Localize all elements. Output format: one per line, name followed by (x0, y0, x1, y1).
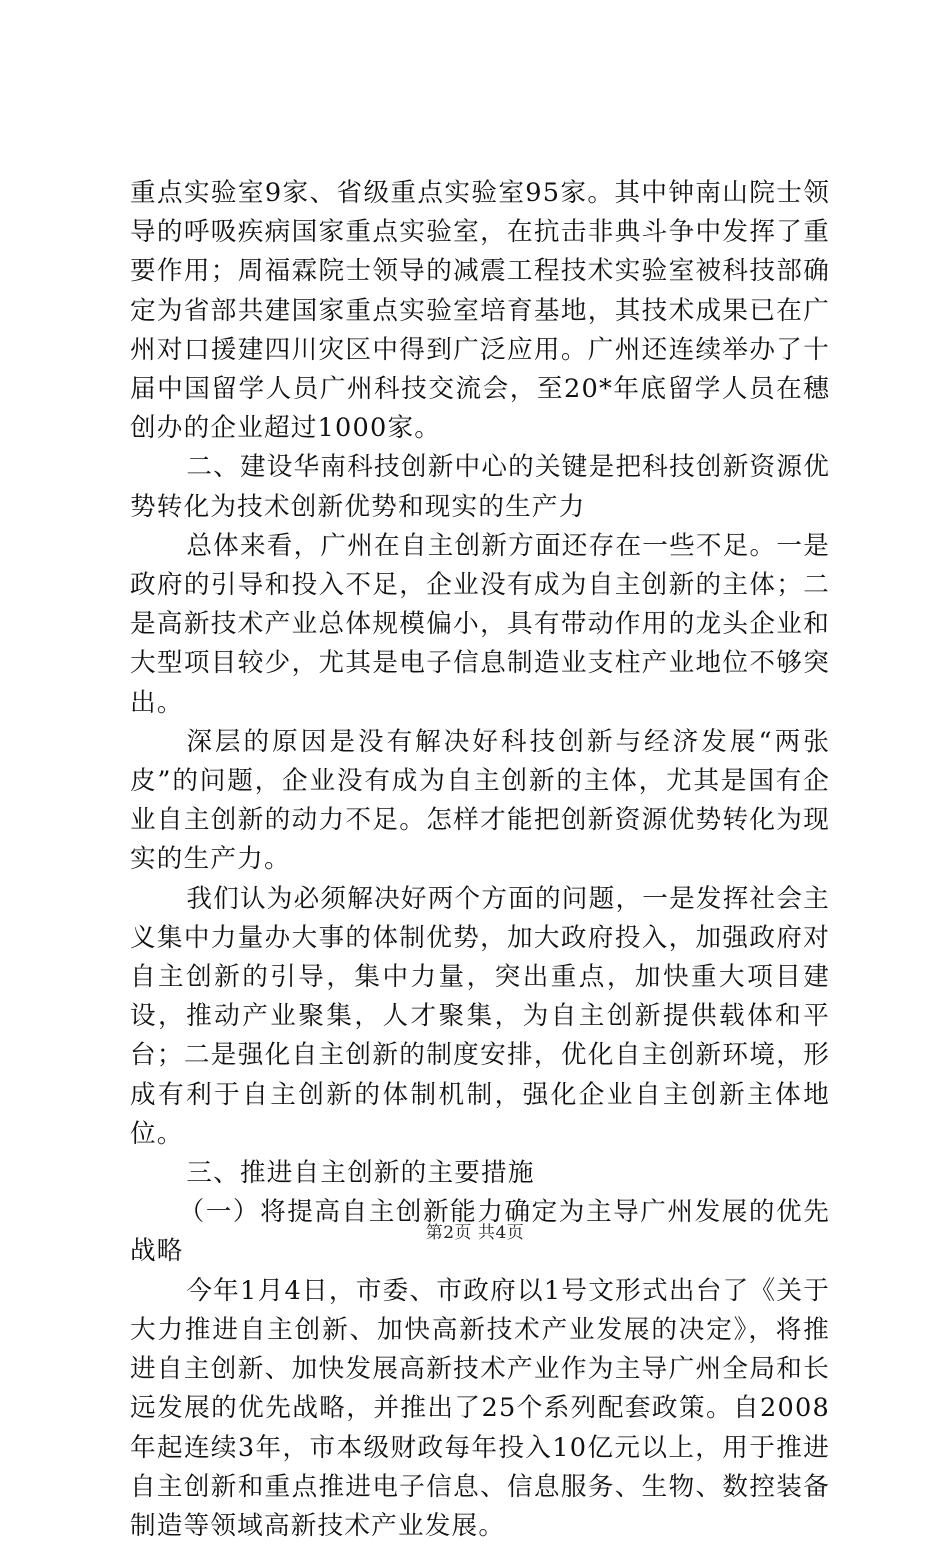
page-number-footer: 第2页 共4页 (425, 1223, 525, 1243)
paragraph-continuation: 重点实验室9家、省级重点实验室95家。其中钟南山院士领导的呼吸疾病国家重点实验室，在抗击非典斗争中发挥了重要作用；周福霖院士领导的减震工程技术实验室被科技部确定为省部共建国家重点实验室培育基地，其技术成果已在广州对口援建四川灾区中得到广泛应用。广州还连续举办了十届中国留学人员广州科技交流会，至20*年底留学人员在穗创办的企业超过1000家。 (130, 178, 830, 444)
subsection-heading-1: （一）将提高自主创新能力确定为主导广州发展的优先战略 (130, 1197, 830, 1267)
document-body (130, 174, 830, 1546)
paragraph: 深层的原因是没有解决好科技创新与经济发展“两张皮”的问题，企业没有成为自主创新的主体，尤其是国有企业自主创新的动力不足。怎样才能把创新资源优势转化为现实的生产力。 (130, 726, 830, 875)
section-heading-2: 二、建设华南科技创新中心的关键是把科技创新资源优势转化为技术创新优势和现实的生产力 (130, 452, 830, 522)
paragraph: 今年1月4日，市委、市政府以1号文形式出台了《关于大力推进自主创新、加快高新技术产业发展的决定》，将推进自主创新、加快发展高新技术产业作为主导广州全局和长远发展的优先战略，并推出了25个系列配套政策。自2008年起连续3年，市本级财政每年投入10亿元以上，用于推进自主创新和重点推进电子信息、信息服务、生物、数控装备制造等领域高新技术产业发展。 (130, 1275, 830, 1541)
paragraph: 总体来看，广州在自主创新方面还存在一些不足。一是政府的引导和投入不足，企业没有成为自主创新的主体；二是高新技术产业总体规模偏小，具有带动作用的龙头企业和大型项目较少，尤其是电子信息制造业支柱产业地位不够突出。 (130, 530, 830, 718)
section-heading-3: 三、推进自主创新的主要措施 (186, 1158, 535, 1189)
paragraph: 我们认为必须解决好两个方面的问题，一是发挥社会主义集中力量办大事的体制优势，加大政府投入，加强政府对自主创新的引导，集中力量，突出重点，加快重大项目建设，推动产业聚集，人才聚集，为自主创新提供载体和平台；二是强化自主创新的制度安排，优化自主创新环境，形成有利于自主创新的体制机制，强化企业自主创新主体地位。 (130, 883, 830, 1149)
